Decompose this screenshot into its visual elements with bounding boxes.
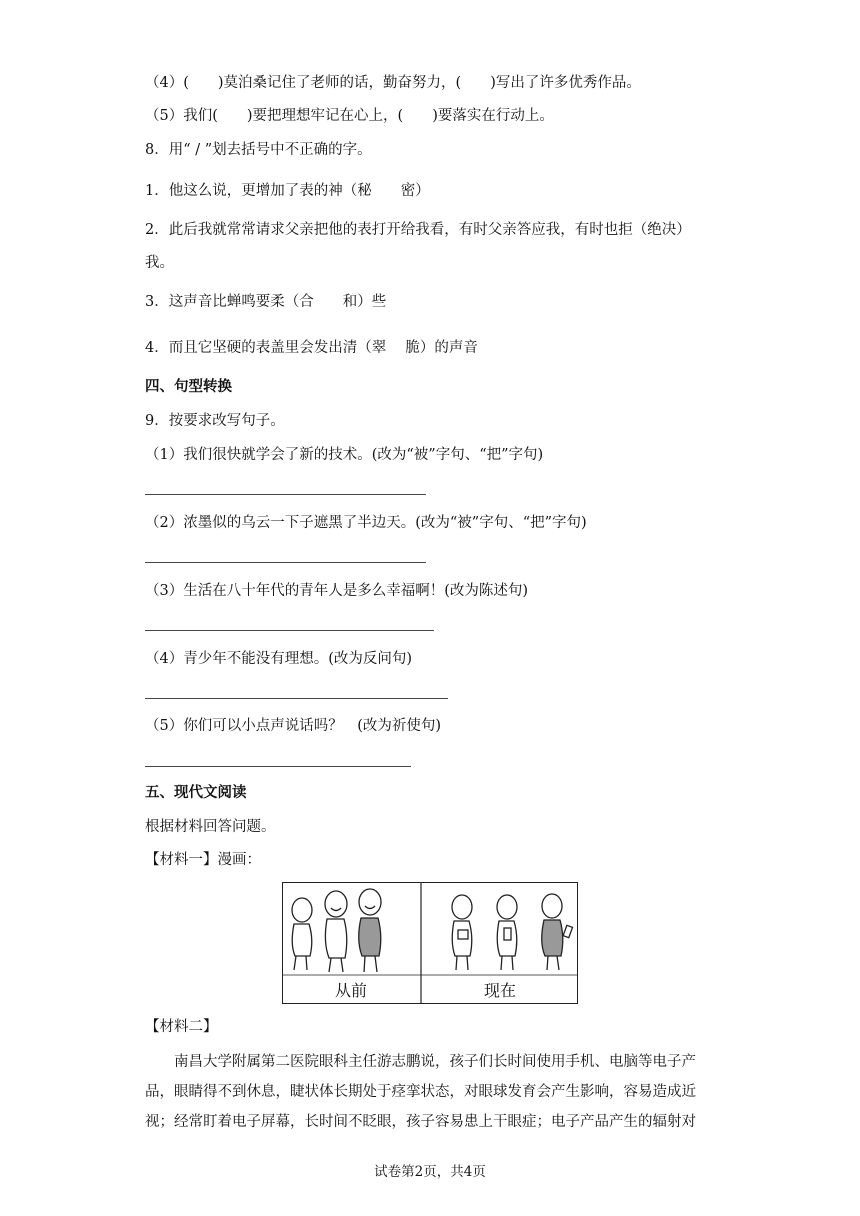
question-5-text: （5）我们( )要把理想牢记在心上，( )要落实在行动上。 bbox=[145, 108, 554, 124]
comic-label-now: 现在 bbox=[483, 981, 517, 1000]
question-9-item-5: （5）你们可以小点声说话吗？ (改为祈使句) bbox=[145, 718, 442, 734]
answer-line-5[interactable] bbox=[145, 766, 411, 767]
question-8-item-2: 2．此后我就常常请求父亲把他的表打开给我看，有时父亲答应我，有时也拒（绝决） bbox=[145, 222, 691, 238]
question-8-item-1: 1．他这么说，更增加了表的神（秘 密） bbox=[145, 183, 430, 199]
answer-line-2[interactable] bbox=[145, 562, 426, 563]
material-1-label: 【材料一】漫画： bbox=[145, 852, 261, 868]
question-9-item-4: （4）青少年不能没有理想。(改为反问句) bbox=[145, 651, 413, 667]
question-8-item-3: 3．这声音比蝉鸣要柔（合 和）些 bbox=[145, 294, 387, 310]
comic-illustration bbox=[282, 882, 578, 1004]
answer-line-4[interactable] bbox=[145, 698, 448, 699]
question-4-text: （4）( )莫泊桑记住了老师的话，勤奋努力，( )写出了许多优秀作品。 bbox=[145, 75, 641, 91]
question-9-title: 9．按要求改写句子。 bbox=[145, 413, 285, 429]
question-9-item-3: （3）生活在八十年代的青年人是多么幸福啊！(改为陈述句) bbox=[145, 583, 529, 599]
answer-line-1[interactable] bbox=[145, 494, 426, 495]
question-8-item-2-cont: 我。 bbox=[145, 255, 174, 271]
question-8-title: 8．用“ / ”划去括号中不正确的字。 bbox=[145, 142, 372, 158]
material-2-label: 【材料二】 bbox=[145, 1019, 218, 1035]
comic-label-past: 从前 bbox=[334, 981, 368, 1000]
page-footer: 试卷第2页，共4页 bbox=[374, 1164, 486, 1180]
question-9-item-1: （1）我们很快就学会了新的技术。(改为“被”字句、“把”字句) bbox=[145, 447, 544, 463]
section-4-heading: 四、句型转换 bbox=[145, 378, 232, 395]
reading-intro: 根据材料回答问题。 bbox=[145, 819, 276, 835]
section-5-heading: 五、现代文阅读 bbox=[145, 784, 247, 801]
question-9-item-2: （2）浓墨似的乌云一下子遮黑了半边天。(改为“被”字句、“把”字句) bbox=[145, 515, 587, 531]
answer-line-3[interactable] bbox=[145, 630, 434, 631]
question-8-item-4: 4．而且它坚硬的表盖里会发出清（翠 脆）的声音 bbox=[145, 340, 478, 356]
material-2-paragraph: 南昌大学附属第二医院眼科主任游志鹏说，孩子们长时间使用手机、电脑等电子产品，眼睛得不到休息，睫状体长期处于痉挛状态，对眼球发育会产生影响，容易造成近视；经常盯着电子屏幕，长时间不眨眼，孩子容易患上干眼症；电子产品产生的辐射对 bbox=[145, 1054, 696, 1130]
